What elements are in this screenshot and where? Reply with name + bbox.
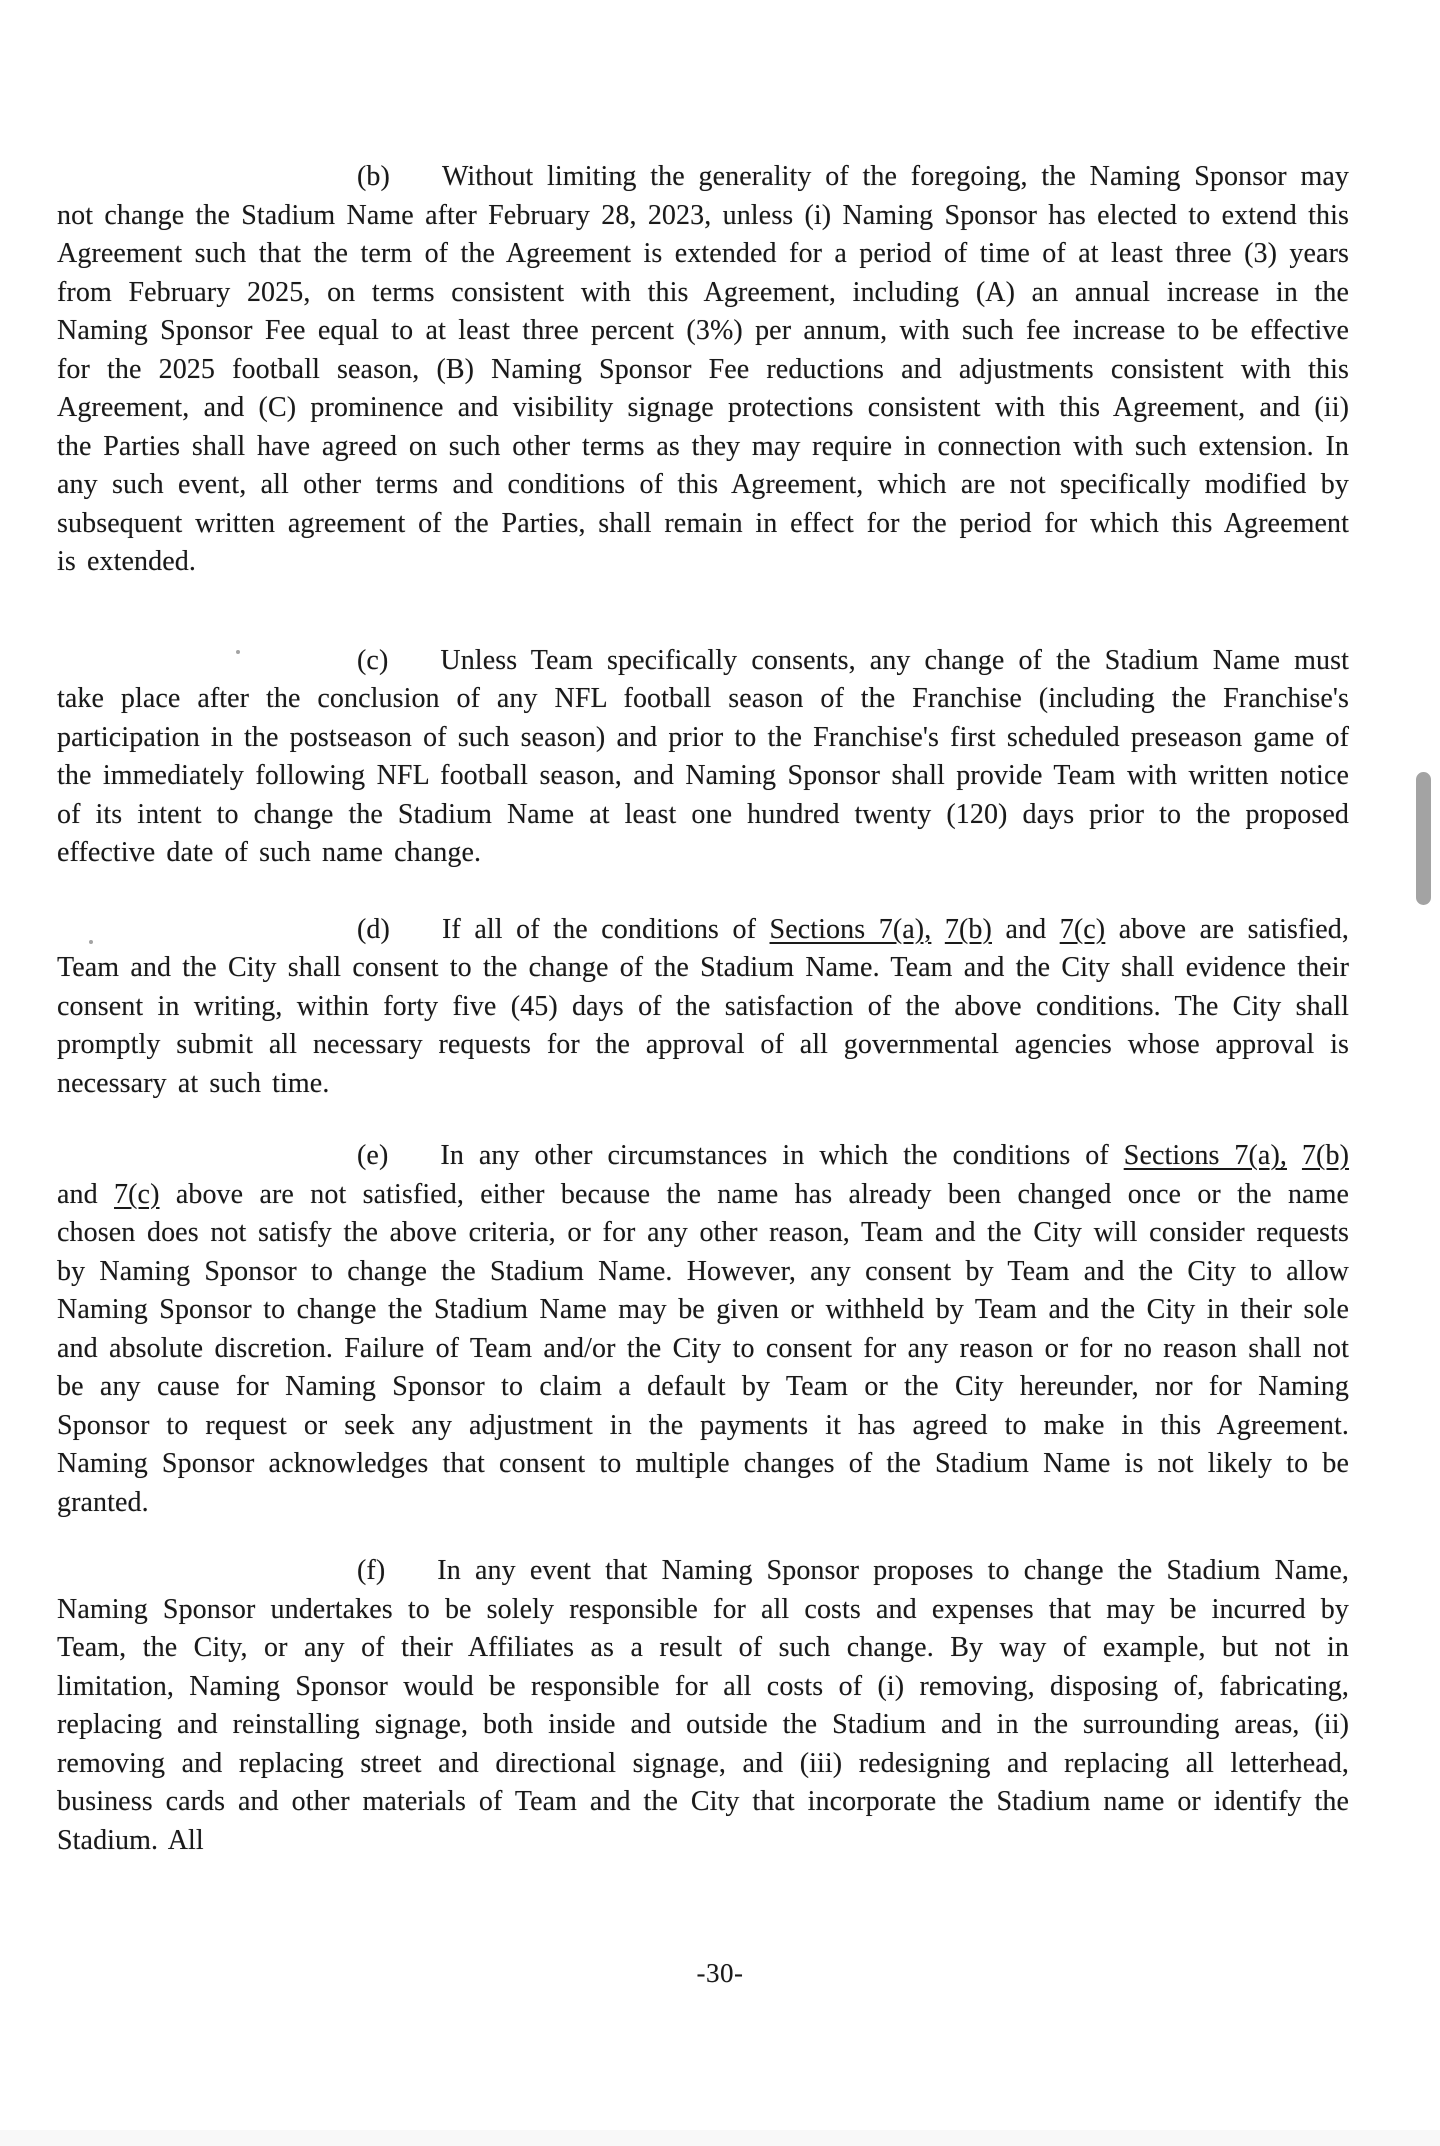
scrollbar-thumb[interactable]	[1416, 772, 1431, 905]
text-segment: above are not satisfied, either because the name has already been changed once or the name chosen does not satisfy the above criteria, or for any other reason, Team and the City will consider requests by Naming Sponsor to change the Stadium Name. However, any consent by Team and the City to allow Naming Sponsor to change the Stadium Name may be given or withheld by Team and the City in their sole and absolute discretion. Failure of Team and/or the City to consent for any reason or for no reason shall not be any cause for Naming Sponsor to claim a default by Team or the City hereunder, nor for Naming Sponsor to request or seek any adjustment in the payments it has agreed to make in this Agreement. Naming Sponsor acknowledges that consent to multiple changes of the Stadium Name is not likely to be granted.	[57, 1178, 1349, 1518]
paragraph-e	[57, 1137, 1349, 1522]
section-reference: Sections 7(a),	[1123, 1140, 1287, 1171]
text-segment: and	[991, 913, 1060, 945]
section-reference: Sections 7(a),	[769, 913, 932, 945]
text-segment: above are satisfied, Team and the City shall consent to the change of the Stadium Name. Team and the City shall evidence their consent in writing, within forty five (45) days of the satisfaction of the above conditions. The City shall promptly submit all necessary requests for the approval of all governmental agencies whose approval is necessary at such time.	[57, 913, 1349, 1099]
text-segment: Without limiting the generality of the foregoing, the Naming Sponsor may not change the Stadium Name after February 28, 2023, unless (i) Naming Sponsor has elected to extend this Agreement such that the term of the Agreement is extended for a period of time of at least three (3) years from February 2025, on terms consistent with this Agreement, including (A) an annual increase in the Naming Sponsor Fee equal to at least three percent (3%) per annum, with such fee increase to be effective for the 2025 football season, (B) Naming Sponsor Fee reductions and adjustments consistent with this Agreement, and (C) prominence and visibility signage protections consistent with this Agreement, and (ii) the Parties shall have agreed on such other terms as they may require in connection with such extension. In any such event, all other terms and conditions of this Agreement, which are not specifically modified by subsequent written agreement of the Parties, shall remain in effect for the period for which this Agreement is extended.	[57, 161, 1349, 577]
paragraph-label: (e)	[357, 1140, 389, 1171]
scan-speck	[89, 940, 93, 944]
paragraph-label: (d)	[357, 913, 390, 945]
paragraph-label: (f)	[357, 1555, 386, 1586]
paragraph-f	[57, 1552, 1349, 1860]
paragraph-c	[57, 642, 1349, 873]
paragraph-d	[57, 911, 1349, 1104]
text-segment: In any other circumstances in which the conditions of	[440, 1140, 1124, 1171]
contract-text-block	[57, 158, 1349, 1860]
scan-speck	[236, 650, 240, 654]
text-segment	[1287, 1140, 1302, 1171]
text-segment: In any event that Naming Sponsor proposes to change the Stadium Name, Naming Sponsor undertakes to be solely responsible for all costs and expenses that may be incurred by Team, the City, or any of their Affiliates as a result of such change. By way of example, but not in limitation, Naming Sponsor would be responsible for all costs of (i) removing, disposing of, fabricating, replacing and reinstalling signage, both inside and outside the Stadium and in the surrounding areas, (ii) removing and replacing street and directional signage, and (iii) redesigning and replacing all letterhead, business cards and other materials of Team and the City that incorporate the Stadium name or identify the Stadium. All	[57, 1555, 1349, 1856]
section-reference: 7(b)	[1301, 1140, 1350, 1171]
paragraph-label: (c)	[357, 644, 389, 676]
text-segment	[931, 914, 945, 945]
section-reference: 7(b)	[944, 913, 992, 945]
paragraph-label: (b)	[357, 161, 390, 192]
scan-edge-shadow	[0, 2130, 1440, 2146]
page-number: -30-	[696, 1958, 744, 1988]
text-segment: Unless Team specifically consents, any change of the Stadium Name must take place after the conclusion of any NFL football season of the Franchise (including the Franchise's participation in the postseason of such season) and prior to the Franchise's first scheduled preseason game of the immediately following NFL football season, and Naming Sponsor shall provide Team with written notice of its intent to change the Stadium Name at least one hundred twenty (120) days prior to the proposed effective date of such name change.	[57, 644, 1349, 868]
paragraph-b	[57, 158, 1349, 582]
section-reference: 7(c)	[114, 1178, 160, 1210]
section-reference: 7(c)	[1059, 913, 1106, 945]
text-segment: and	[57, 1178, 115, 1210]
text-segment: If all of the conditions of	[441, 913, 770, 945]
